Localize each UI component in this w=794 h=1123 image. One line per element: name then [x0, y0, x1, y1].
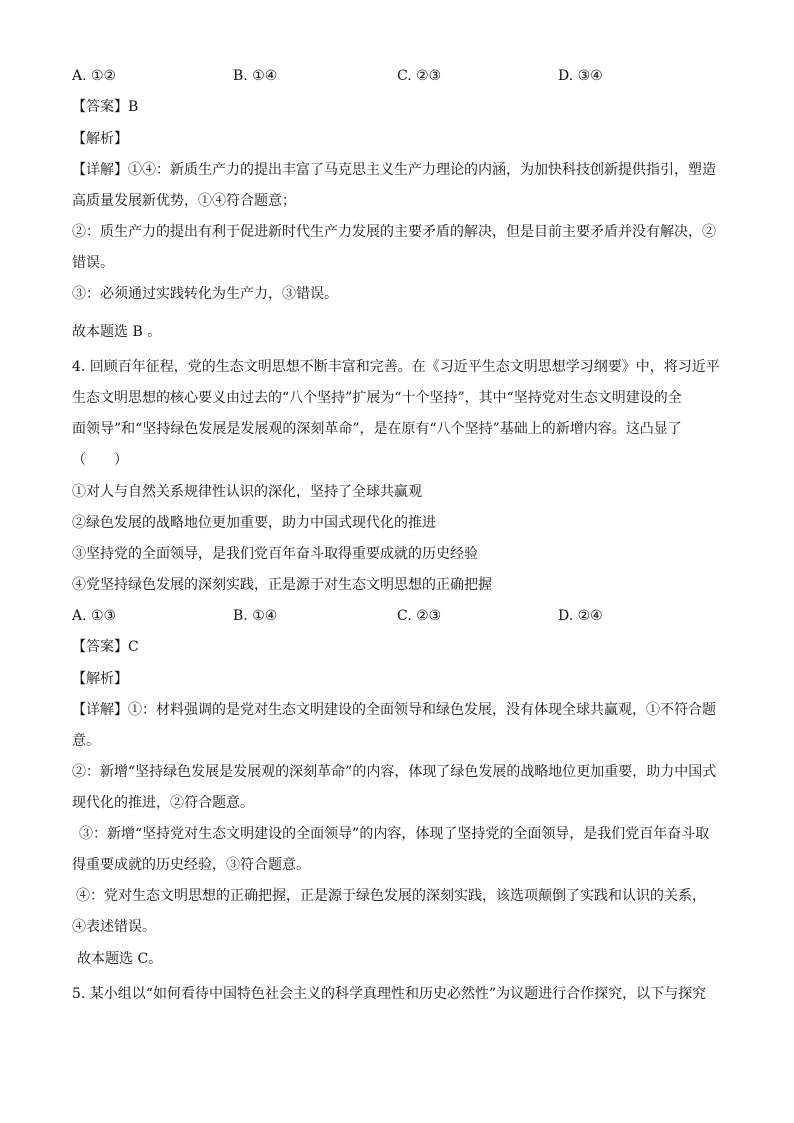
q3-detail-2b: 错误。 — [72, 255, 114, 271]
q3-options — [72, 66, 732, 86]
q4-item-3: ③坚持党的全面领导，是我们党百年奋斗取得重要成就的历史经验 — [72, 546, 478, 562]
q4-option-a: A. ①③ — [72, 608, 117, 624]
q3-analysis-label: 【解析】 — [72, 131, 128, 147]
q3-answer-label: 【答案】 — [72, 99, 128, 115]
q4-stem-1: 4. 回顾百年征程，党的生态文明思想不断丰富和完善。在《习近平生态文明思想学习纲要》中，将习近平 — [72, 359, 720, 375]
q3-detail-2a: ②：质生产力的提出有利于促进新时代生产力发展的主要矛盾的解决，但是目前主要矛盾并没有解决，② — [72, 224, 716, 240]
q4-stem-2: 生态文明思想的核心要义由过去的“八个坚持”扩展为“十个坚持”，其中“坚持党对生态文明建设的全 — [72, 390, 682, 406]
q3-option-d: D. ③④ — [558, 68, 603, 84]
q3-detail-1b: 高质量发展新优势，①④符合题意； — [72, 193, 296, 209]
q5-stem-1: 5. 某小组以“如何看待中国特色社会主义的科学真理性和历史必然性”为议题进行合作探究，以下与探究 — [72, 986, 707, 1002]
q4-option-b: B. ①④ — [233, 608, 278, 624]
q4-stem-3: 面领导”和“坚持绿色发展是发展观的深刻革命”，是在原有“八个坚持”基础上的新增内容。这凸显了 — [72, 421, 682, 437]
q4-detail-3a: ③：新增“坚持党对生态文明建设的全面领导”的内容，体现了坚持党的全面领导，是我们党百年奋斗取 — [79, 826, 710, 842]
q3-detail-label: 【详解】 — [72, 162, 128, 178]
q4-detail-4b: ④表述错误。 — [72, 919, 156, 935]
q3-detail-1a-text: ①④：新质生产力的提出丰富了马克思主义生产力理论的内涵，为加快科技创新提供指引，塑造 — [128, 162, 716, 178]
q3-answer — [72, 97, 138, 117]
q4-answer-label: 【答案】 — [72, 639, 128, 655]
q4-detail-4a: ④：党对生态文明思想的正确把握，正是源于绿色发展的深刻实践，该选项颠倒了实践和认识的关系， — [76, 888, 706, 904]
q4-answer-value: C — [128, 639, 139, 655]
q4-detail-2a: ②：新增“坚持绿色发展是发展观的深刻革命”的内容，体现了绿色发展的战略地位更加重要，助力中国式 — [72, 764, 717, 780]
q4-answer — [72, 637, 139, 657]
q4-detail-1a-text: ①：材料强调的是党对生态文明建设的全面领导和绿色发展，没有体现全球共赢观，①不符合题 — [128, 702, 716, 718]
q3-detail-1a — [72, 160, 716, 180]
q3-option-a: A. ①② — [72, 68, 117, 84]
q4-detail-3b: 得重要成就的历史经验，③符合题意。 — [72, 857, 310, 873]
q4-item-4: ④党坚持绿色发展的深刻实践，正是源于对生态文明思想的正确把握 — [72, 577, 492, 593]
q4-analysis-label: 【解析】 — [72, 671, 128, 687]
q4-detail-1a — [72, 700, 716, 720]
q4-detail-label: 【详解】 — [72, 702, 128, 718]
q3-option-b: B. ①④ — [233, 68, 278, 84]
q4-options — [72, 606, 732, 626]
q4-option-c: C. ②③ — [397, 608, 442, 624]
q4-conclusion: 故本题选 C。 — [77, 951, 163, 967]
q4-item-1: ①对人与自然关系规律性认识的深化，坚持了全球共赢观 — [72, 484, 422, 500]
q3-detail-3: ③：必须通过实践转化为生产力，③错误。 — [72, 286, 338, 302]
q4-item-2: ②绿色发展的战略地位更加重要，助力中国式现代化的推进 — [72, 515, 436, 531]
q4-detail-1b: 意。 — [72, 733, 100, 749]
q4-option-d: D. ②④ — [558, 608, 603, 624]
q3-option-c: C. ②③ — [397, 68, 442, 84]
q3-answer-value: B — [128, 99, 139, 115]
q4-detail-2b: 现代化的推进，②符合题意。 — [72, 795, 254, 811]
q3-conclusion: 故本题选 B 。 — [72, 324, 162, 340]
q4-stem-4: （ ） — [72, 452, 128, 468]
